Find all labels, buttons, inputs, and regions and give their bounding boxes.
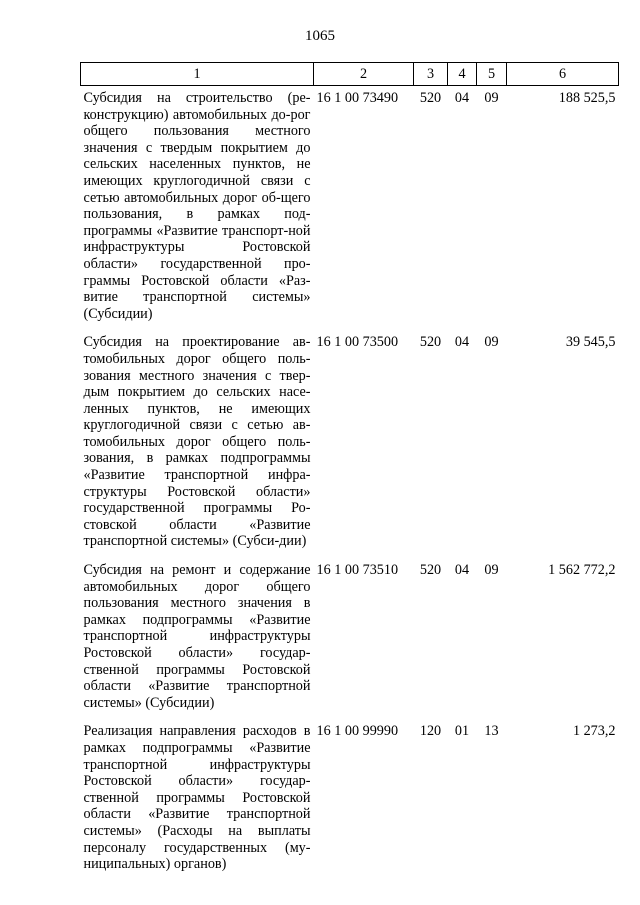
column-header: 5 [477, 63, 507, 86]
row-expense-type: 520 [419, 562, 442, 579]
row-subsection: 09 [484, 562, 499, 579]
row-subsection: 09 [484, 334, 499, 351]
column-header: 4 [448, 63, 477, 86]
row-amount: 1 562 772,2 [548, 562, 616, 579]
table-row [81, 330, 619, 558]
row-expense-type: 520 [419, 334, 442, 351]
column-header: 2 [314, 63, 414, 86]
row-description: Субсидия на ремонт и содержание автомобильных дорог общего пользования местного значения в рамках подпрограммы «Развитие транспортной инфраструктуры Ростовской области» государ-ственной программы Ростовской области «Развитие транспортной системы» (Субсидии) [83, 562, 311, 711]
row-description: Субсидия на проектирование ав-томобильных дорог общего поль-зования местного значения с твер-дым покрытием до сельских насе-ленных пунктов, не имеющих круглогодичной связи с сетью ав-томобильных дорог общего поль-зования, в рамках подпрограммы «Развитие транспортной инфра-структуры Ростовской области» государственной программы Ро-стовской области «Развитие транспортной системы» (Субси-дии) [83, 334, 311, 550]
row-subsection: 13 [484, 723, 499, 740]
row-expense-type: 120 [419, 723, 442, 740]
column-header: 3 [414, 63, 448, 86]
row-target-code: 16 1 00 73490 [316, 90, 399, 106]
budget-table [80, 62, 619, 881]
table-row [81, 719, 619, 880]
row-target-code: 16 1 00 99990 [316, 723, 399, 740]
table-row [81, 86, 619, 331]
row-target-code: 16 1 00 73500 [316, 334, 399, 351]
row-amount: 39 545,5 [565, 334, 616, 351]
row-section: 04 [454, 334, 470, 351]
column-header: 1 [81, 63, 314, 86]
row-subsection: 09 [484, 90, 499, 106]
row-section: 04 [454, 90, 470, 106]
row-target-code: 16 1 00 73510 [316, 562, 399, 579]
page-number: 1065 [305, 28, 335, 44]
row-amount: 1 273,2 [572, 723, 616, 740]
row-description: Субсидия на строительство (ре-конструкцию) автомобильных до-рог общего пользования местного значения с твердым покрытием до сельских населенных пунктов, не имеющих круглогодичной связи с сетью автомобильных дорог об-щего пользования, в рамках под-программы «Развитие транспорт-ной инфраструктуры Ростовской области» государственной про-граммы Ростовской области «Раз-витие транспортной системы» (Субсидии) [83, 90, 311, 322]
row-section: 01 [454, 723, 470, 740]
row-amount: 188 525,5 [558, 90, 616, 106]
row-section: 04 [454, 562, 470, 579]
column-header: 6 [507, 63, 619, 86]
table-header-row [81, 63, 619, 86]
row-description: Реализация направления расходов в рамках подпрограммы «Развитие транспортной инфраструктуры Ростовской области» государ-ственной программы Ростовской области «Развитие транспортной системы» (Расходы на выплаты персоналу государственных (му-ниципальных) органов) [83, 723, 311, 873]
table-row [81, 558, 619, 719]
row-expense-type: 520 [419, 90, 442, 106]
